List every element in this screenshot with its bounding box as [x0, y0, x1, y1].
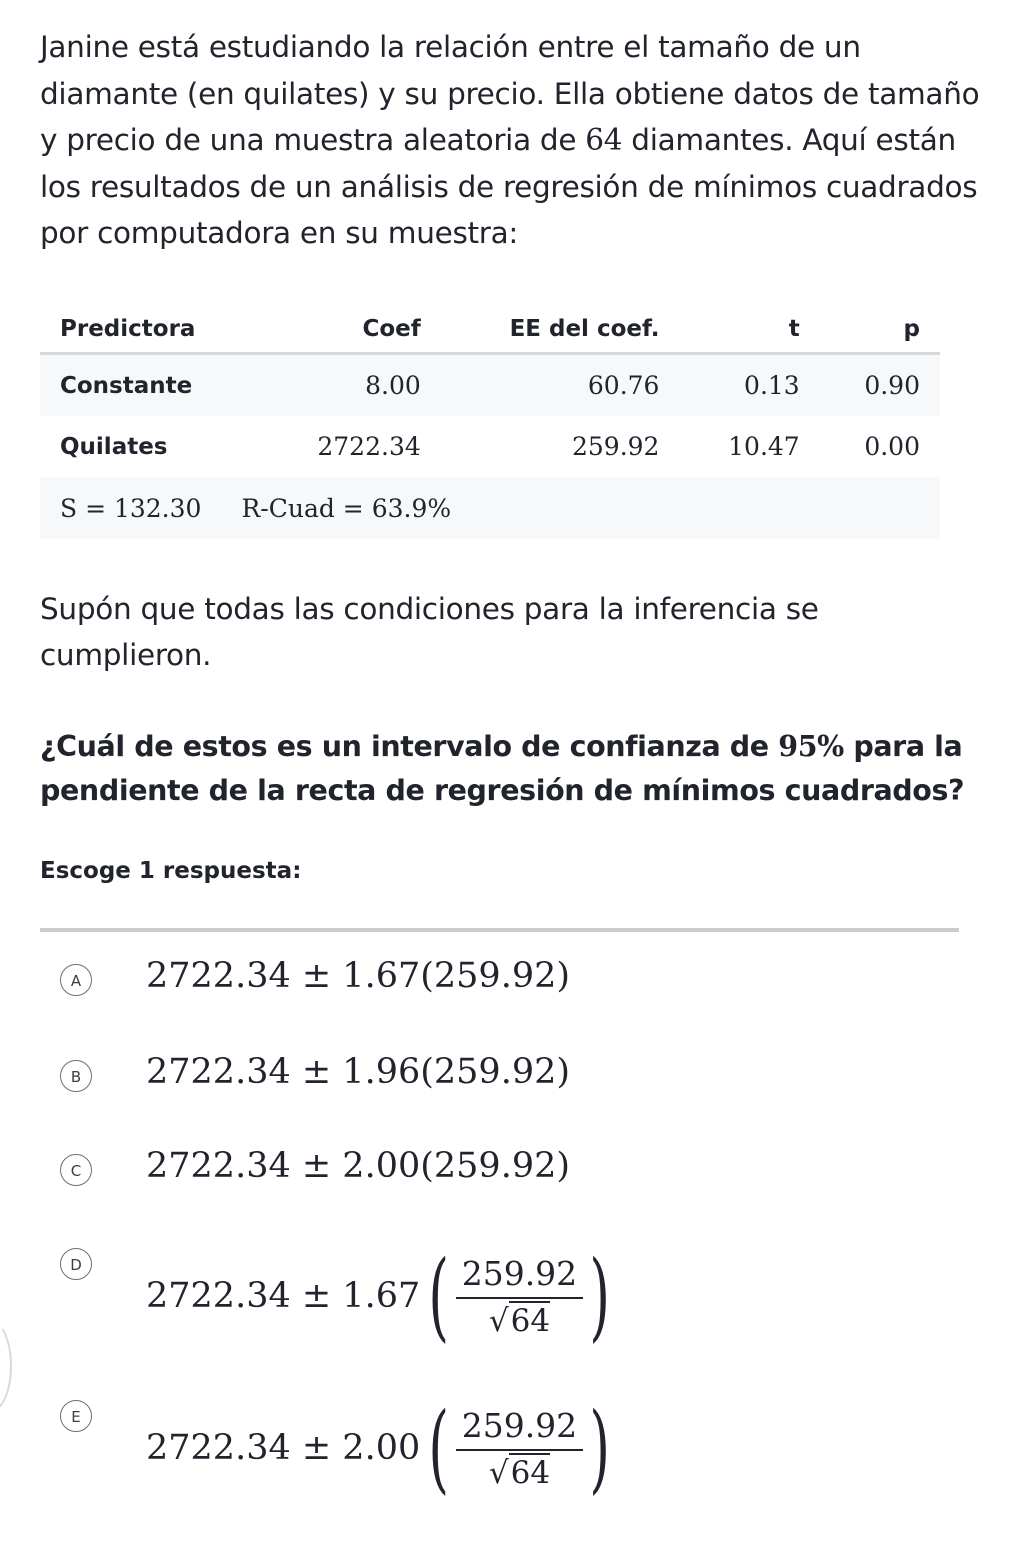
row-label-constante: Constante — [40, 354, 261, 417]
choice-d[interactable] — [60, 1240, 940, 1368]
cell-coef: 8.00 — [261, 354, 441, 417]
table-header-row — [40, 306, 940, 354]
choice-letter-a: A — [60, 964, 92, 996]
right-paren: ) — [589, 1392, 611, 1504]
footer-s-value: S = 132.30 — [60, 493, 202, 523]
sample-size: 64 — [585, 123, 623, 157]
radicand: 64 — [510, 1302, 551, 1339]
choice-letter-e: E — [60, 1400, 92, 1432]
choice-expression: 2722.34 ± 1.96(259.92) — [146, 1052, 571, 1092]
table-row — [40, 354, 940, 417]
choice-letter-c: C — [60, 1154, 92, 1186]
choice-e[interactable] — [60, 1392, 940, 1520]
assumption-text: Supón que todas las condiciones para la inferencia se cumplieron. — [40, 592, 819, 672]
table-footer-row — [40, 477, 940, 539]
sqrt-icon: √ — [488, 1302, 509, 1339]
fraction-denominator — [489, 1451, 550, 1491]
decorative-arc — [0, 1320, 12, 1412]
question-part1: ¿Cuál de estos es un intervalo de confianza de — [40, 730, 779, 763]
choice-b[interactable] — [60, 1052, 940, 1102]
fraction-numerator: 259.92 — [456, 1254, 583, 1299]
choice-lead: 2722.34 ± 2.00 — [146, 1428, 421, 1468]
right-paren: ) — [589, 1240, 611, 1352]
fraction — [456, 1406, 583, 1491]
fraction-numerator: 259.92 — [456, 1406, 583, 1451]
table-row — [40, 416, 940, 477]
choice-expression — [146, 1392, 619, 1504]
left-paren: ( — [428, 1392, 450, 1504]
header-predictor: Predictora — [40, 306, 261, 354]
cell-t: 10.47 — [728, 432, 800, 461]
choice-c[interactable] — [60, 1146, 940, 1196]
header-p: p — [820, 306, 940, 354]
choice-letter-b: B — [60, 1060, 92, 1092]
cell-p: 0.90 — [820, 354, 940, 417]
sqrt-icon: √ — [488, 1454, 509, 1491]
footer-rsq-value: R-Cuad = 63.9% — [241, 493, 452, 523]
answer-instruction: Escoge 1 respuesta: — [40, 858, 302, 884]
cell-se-coef: 60.76 — [441, 354, 680, 417]
cell-coef: 2722.34 — [317, 432, 421, 461]
radicand: 64 — [510, 1454, 551, 1491]
intro-text-part2: diamantes. Aquí están los resultados de un análisis de regresión de mínimos cuadrados por computadora en su muestra: — [40, 123, 978, 250]
header-t: t — [679, 306, 819, 354]
left-paren: ( — [428, 1240, 450, 1352]
choice-letter-d: D — [60, 1248, 92, 1280]
regression-table — [40, 306, 940, 539]
question-prompt — [40, 724, 1000, 813]
problem-intro — [40, 24, 1000, 257]
divider — [40, 928, 959, 932]
choice-expression: 2722.34 ± 1.67(259.92) — [146, 956, 571, 996]
cell-p: 0.00 — [864, 432, 920, 461]
choice-a[interactable] — [60, 956, 940, 1006]
confidence-level: 95% — [778, 729, 844, 763]
question-part2: para la pendiente de la recta de regresión de mínimos cuadrados? — [40, 730, 965, 807]
intro-text-part1: Janine está estudiando la relación entre el tamaño de un diamante (en quilates) y su precio. Ella obtiene datos de tamaño y precio de una muestra aleatoria de — [40, 30, 980, 157]
choice-expression: 2722.34 ± 2.00(259.92) — [146, 1146, 571, 1186]
fraction — [456, 1254, 583, 1339]
cell-se-coef: 259.92 — [571, 432, 660, 461]
header-coef: Coef — [261, 306, 441, 354]
cell-t: 0.13 — [679, 354, 819, 417]
header-se-coef: EE del coef. — [441, 306, 680, 354]
fraction-denominator — [489, 1299, 550, 1339]
choice-lead: 2722.34 ± 1.67 — [146, 1276, 421, 1316]
row-label-quilates: Quilates — [60, 433, 168, 460]
table-footer — [40, 477, 940, 539]
choice-expression — [146, 1240, 619, 1352]
